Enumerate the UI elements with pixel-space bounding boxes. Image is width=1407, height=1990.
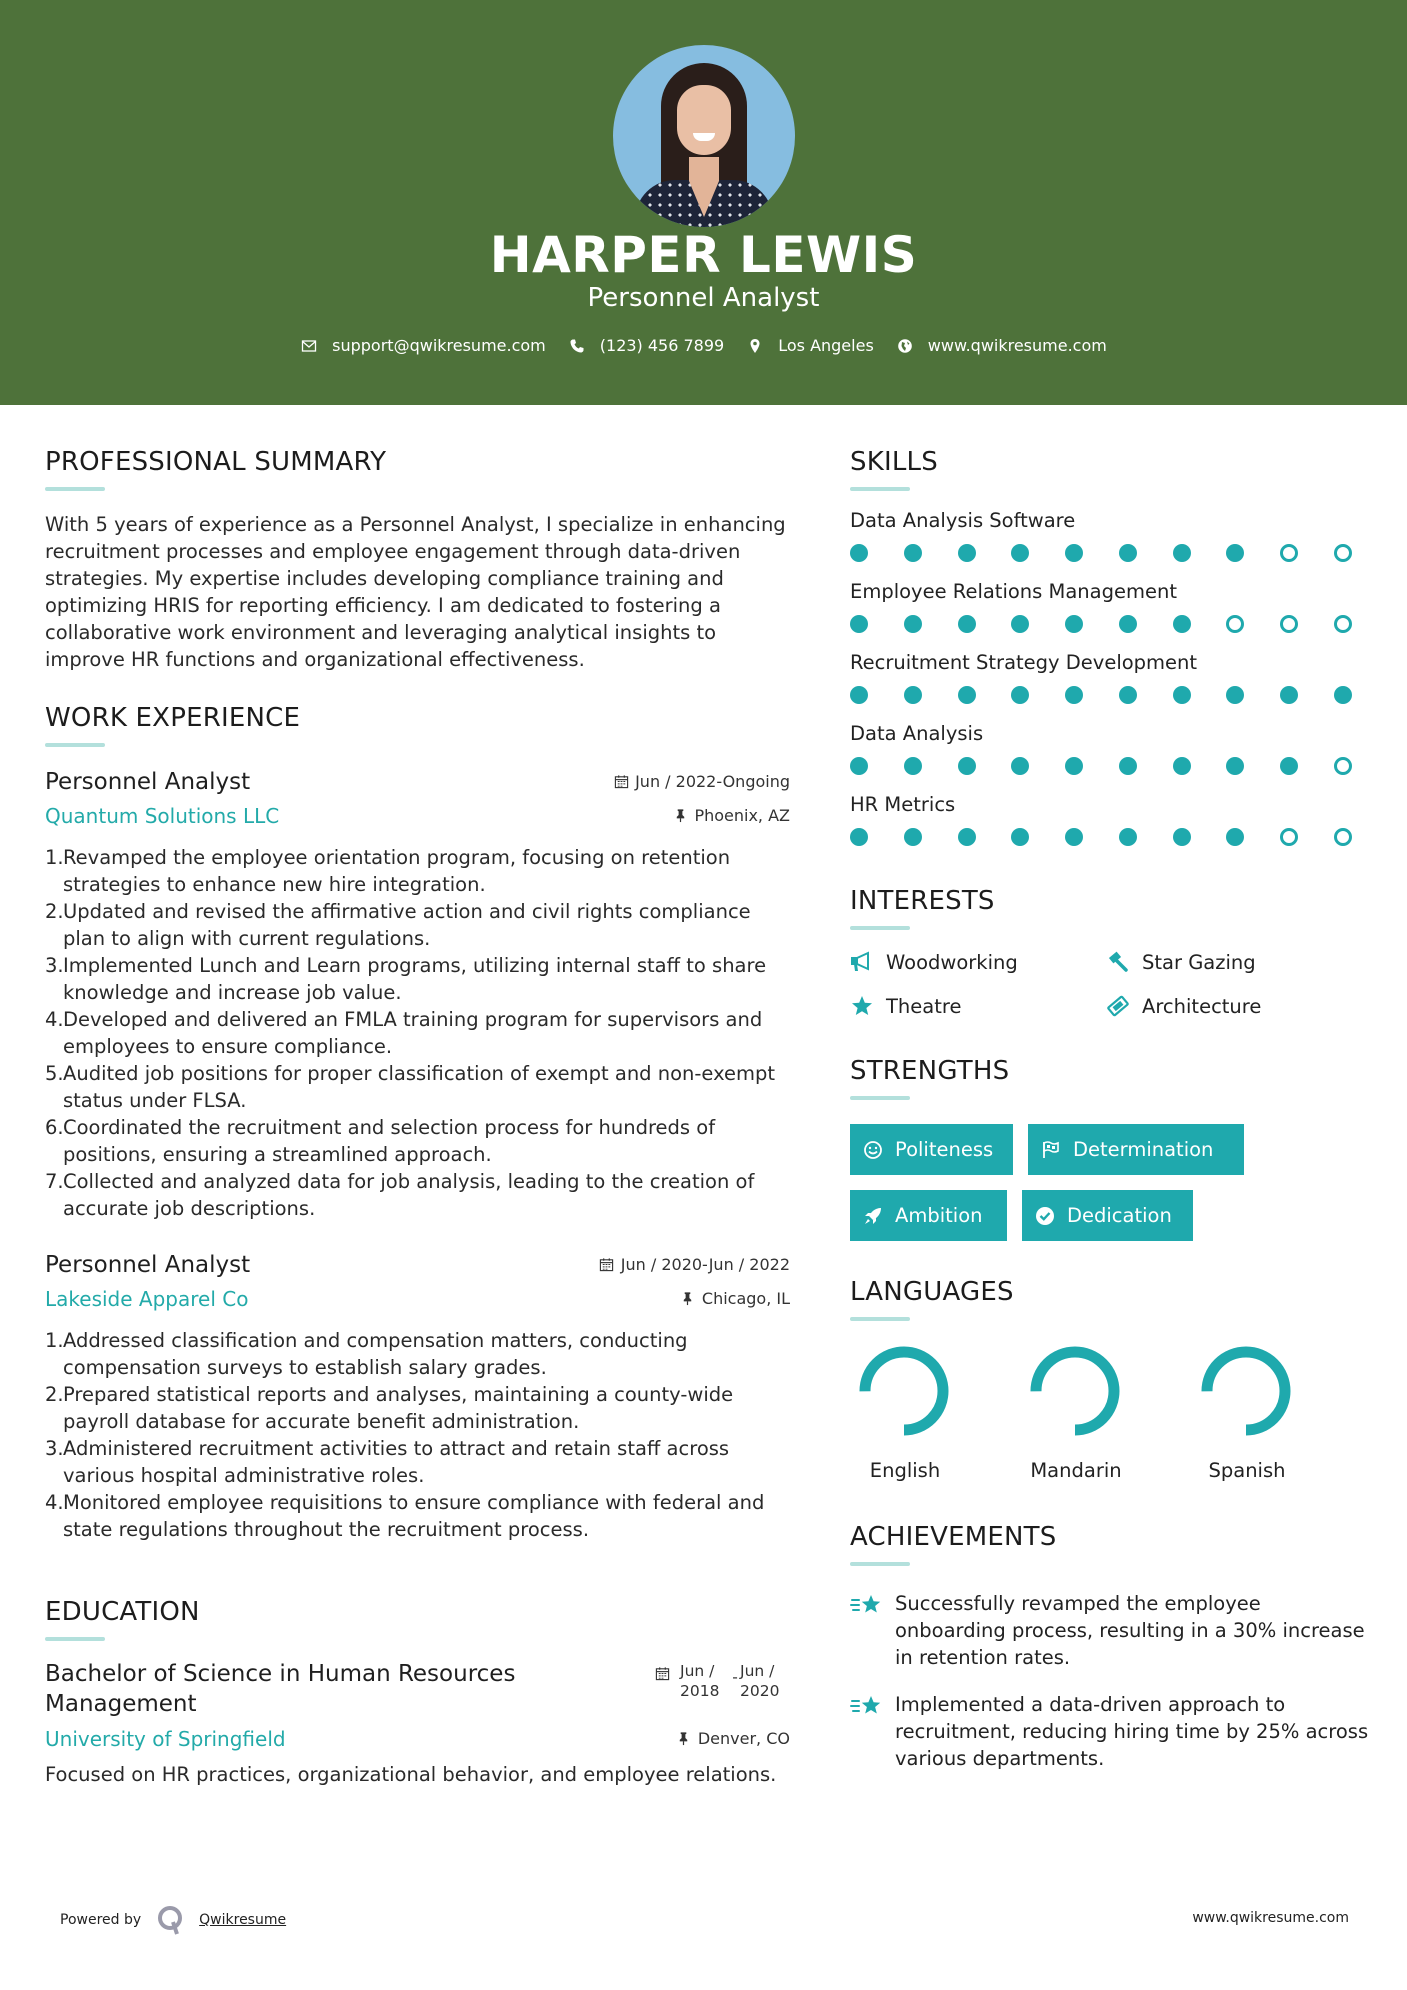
education-description: Focused on HR practices, organizational behavior, and employee relations. xyxy=(45,1763,777,1786)
degree-name: Bachelor of Science in Human Resources Management xyxy=(45,1661,516,1717)
contact-website[interactable] xyxy=(896,336,1107,355)
language-name: English xyxy=(869,1459,941,1482)
rating-dot-empty xyxy=(1280,615,1298,633)
rating-dot-filled xyxy=(1011,757,1029,775)
company-name: Quantum Solutions LLC xyxy=(45,804,280,828)
rating-dot-empty xyxy=(1334,615,1352,633)
shooting-star-icon xyxy=(850,1691,895,1772)
duty-item: 4. Developed and delivered an FMLA training program for supervisors and employees to ensure compliance. xyxy=(45,1008,763,1058)
rating-dot-filled xyxy=(1119,615,1137,633)
skill-item xyxy=(850,651,1370,704)
rating-dot-filled xyxy=(850,828,868,846)
rating-dot-filled xyxy=(1065,686,1083,704)
strength-badge: Dedication xyxy=(1022,1190,1193,1241)
page-footer xyxy=(0,1898,1407,1938)
skills-heading: SKILLS xyxy=(850,447,938,477)
rating-dot-filled xyxy=(958,686,976,704)
rating-dot-filled xyxy=(904,686,922,704)
rating-dot-filled xyxy=(1334,686,1352,704)
resume-header xyxy=(0,0,1407,405)
skill-rating xyxy=(850,615,1352,633)
qwikresume-link[interactable]: Qwikresume xyxy=(199,1912,287,1928)
contact-website-text: www.qwikresume.com xyxy=(927,336,1107,355)
rating-dot-filled xyxy=(1226,828,1244,846)
heading-underline xyxy=(45,743,105,747)
strength-badge: Ambition xyxy=(850,1190,1007,1241)
qwikresume-logo-icon xyxy=(155,1904,187,1936)
contact-location xyxy=(746,336,874,355)
rating-dot-filled xyxy=(850,686,868,704)
strengths-section xyxy=(850,1056,1370,1241)
rating-dot-filled xyxy=(1173,686,1191,704)
rating-dot-empty xyxy=(1334,757,1352,775)
job-role: Personnel Analyst xyxy=(45,1252,251,1278)
skills-section xyxy=(850,447,1370,846)
rating-dot-filled xyxy=(1119,828,1137,846)
heading-underline xyxy=(45,1637,105,1641)
skill-rating xyxy=(850,686,1352,704)
interest-item: Theatre xyxy=(850,994,1106,1018)
duty-item: 6. Coordinated the recruitment and selection process for hundreds of positions, ensuring a streamlined approach. xyxy=(45,1116,716,1166)
achievement-item: Successfully revamped the employee onboarding process, resulting in a 30% increase in retention rates. xyxy=(850,1590,1370,1671)
achievements-heading: ACHIEVEMENTS xyxy=(850,1522,1057,1552)
language-item xyxy=(850,1343,1021,1482)
rating-dot-filled xyxy=(1226,686,1244,704)
rating-dot-filled xyxy=(904,828,922,846)
language-progress-ring xyxy=(1027,1343,1123,1439)
rating-dot-empty xyxy=(1334,544,1352,562)
calendar-icon xyxy=(613,774,629,790)
duty-item: 3. Implemented Lunch and Learn programs, utilizing internal staff to share knowledge and increase job value. xyxy=(45,954,767,1004)
duty-item: 1. Revamped the employee orientation program, focusing on retention strategies to enhance new hire integration. xyxy=(45,846,731,896)
language-progress-ring xyxy=(1198,1343,1294,1439)
profile-photo xyxy=(613,45,795,227)
rating-dot-empty xyxy=(1334,828,1352,846)
strengths-heading: STRENGTHS xyxy=(850,1056,1010,1086)
job-dates: Jun / 2022-Ongoing xyxy=(613,772,790,791)
heading-underline xyxy=(850,1096,910,1100)
interest-item: Architecture xyxy=(1106,994,1356,1018)
contact-email[interactable] xyxy=(300,336,546,355)
gavel-icon xyxy=(1106,950,1134,974)
rating-dot-filled xyxy=(958,544,976,562)
rating-dot-filled xyxy=(958,757,976,775)
skill-name: Recruitment Strategy Development xyxy=(850,651,1198,674)
duty-item: 5. Audited job positions for proper classification of exempt and non-exempt status under FLSA. xyxy=(45,1062,776,1112)
duty-item: 2. Updated and revised the affirmative action and civil rights compliance plan to align with current regulations. xyxy=(45,900,751,950)
skill-name: Data Analysis xyxy=(850,722,984,745)
flag-icon xyxy=(1041,1140,1061,1160)
rocket-icon xyxy=(863,1206,883,1226)
calendar-icon xyxy=(654,1665,670,1681)
skill-name: Employee Relations Management xyxy=(850,580,1177,603)
school-name: University of Springfield xyxy=(45,1727,286,1751)
rating-dot-empty xyxy=(1280,544,1298,562)
duty-item: 1. Addressed classification and compensation matters, conducting compensation surveys to establish salary grades. xyxy=(45,1329,688,1379)
rating-dot-filled xyxy=(1173,615,1191,633)
education-heading: EDUCATION xyxy=(45,1597,200,1627)
summary-section xyxy=(45,447,790,673)
heading-underline xyxy=(850,1562,910,1566)
rating-dot-filled xyxy=(1065,544,1083,562)
heading-underline xyxy=(850,487,910,491)
rating-dot-filled xyxy=(904,757,922,775)
contact-location-text: Los Angeles xyxy=(778,336,874,355)
skill-item xyxy=(850,509,1370,562)
skill-name: Data Analysis Software xyxy=(850,509,1076,532)
contact-phone-text: (123) 456 7899 xyxy=(599,336,725,355)
envelope-icon xyxy=(300,337,318,355)
skill-rating xyxy=(850,828,1352,846)
rating-dot-filled xyxy=(958,828,976,846)
globe-icon xyxy=(896,337,914,355)
job-dates: Jun / 2020-Jun / 2022 xyxy=(599,1255,790,1274)
company-name: Lakeside Apparel Co xyxy=(45,1287,249,1311)
rating-dot-filled xyxy=(850,615,868,633)
smile-icon xyxy=(863,1140,883,1160)
achievement-item: Implemented a data-driven approach to recruitment, reducing hiring time by 25% across various departments. xyxy=(850,1691,1370,1772)
rating-dot-filled xyxy=(1119,544,1137,562)
language-name: Mandarin xyxy=(1030,1459,1122,1482)
shooting-star-icon xyxy=(850,1590,895,1671)
language-item xyxy=(1021,1343,1192,1482)
rating-dot-filled xyxy=(1226,544,1244,562)
rating-dot-filled xyxy=(1173,544,1191,562)
contact-email-text: support@qwikresume.com xyxy=(332,336,546,355)
job-entry xyxy=(45,769,790,1222)
contact-phone[interactable] xyxy=(568,336,724,355)
job-duties xyxy=(45,844,790,1222)
rating-dot-filled xyxy=(1065,615,1083,633)
left-column xyxy=(45,447,790,1788)
interest-item: Star Gazing xyxy=(1106,950,1356,974)
achievements-section xyxy=(850,1522,1370,1772)
job-location: Phoenix, AZ xyxy=(672,806,790,825)
rating-dot-filled xyxy=(1173,828,1191,846)
language-name: Spanish xyxy=(1208,1459,1286,1482)
skill-item xyxy=(850,793,1370,846)
rating-dot-filled xyxy=(904,544,922,562)
rating-dot-filled xyxy=(958,615,976,633)
heading-underline xyxy=(850,1317,910,1321)
duty-item: 3. Administered recruitment activities to attract and retain staff across various hospital administrative roles. xyxy=(45,1437,730,1487)
skill-rating xyxy=(850,757,1352,775)
rating-dot-filled xyxy=(1119,686,1137,704)
rating-dot-filled xyxy=(1226,757,1244,775)
rating-dot-filled xyxy=(1065,828,1083,846)
job-duties xyxy=(45,1327,790,1543)
check-circle-icon xyxy=(1035,1206,1055,1226)
pushpin-icon xyxy=(672,808,688,824)
rating-dot-filled xyxy=(1011,686,1029,704)
ticket-icon xyxy=(1106,994,1134,1018)
rating-dot-filled xyxy=(1011,544,1029,562)
duty-item: 7. Collected and analyzed data for job analysis, leading to the creation of accurate job descriptions. xyxy=(45,1170,755,1220)
job-entry xyxy=(45,1252,790,1543)
rating-dot-filled xyxy=(1280,686,1298,704)
heading-underline xyxy=(45,487,105,491)
map-pin-icon xyxy=(746,337,764,355)
rating-dot-filled xyxy=(1011,828,1029,846)
interest-item: Woodworking xyxy=(850,950,1106,974)
education-location: Denver, CO xyxy=(676,1729,790,1748)
interests-section xyxy=(850,886,1370,1018)
contact-bar xyxy=(0,336,1407,355)
education-section xyxy=(45,1597,790,1788)
star-icon xyxy=(850,994,878,1018)
job-location: Chicago, IL xyxy=(680,1289,790,1308)
education-dates: Jun / 2018 - Jun / 2020 xyxy=(654,1661,790,1701)
experience-heading: WORK EXPERIENCE xyxy=(45,703,301,733)
rating-dot-filled xyxy=(1065,757,1083,775)
phone-icon xyxy=(568,337,586,355)
pushpin-icon xyxy=(680,1291,696,1307)
language-item xyxy=(1192,1343,1363,1482)
pushpin-icon xyxy=(676,1731,692,1747)
skill-name: HR Metrics xyxy=(850,793,956,816)
rating-dot-empty xyxy=(1280,828,1298,846)
strength-badge: Determination xyxy=(1028,1124,1244,1175)
rating-dot-empty xyxy=(1226,615,1244,633)
rating-dot-filled xyxy=(1280,757,1298,775)
strength-badge: Politeness xyxy=(850,1124,1013,1175)
interests-heading: INTERESTS xyxy=(850,886,995,916)
calendar-icon xyxy=(599,1257,615,1273)
job-role: Personnel Analyst xyxy=(45,769,251,795)
rating-dot-filled xyxy=(850,757,868,775)
summary-text: With 5 years of experience as a Personnel Analyst, I specialize in enhancing recruitment processes and employee engagement through data-driven strategies. My expertise includes developing compliance training and optimizing HRIS for reporting efficiency. I am dedicated to fostering a collaborative work environment and leveraging analytical insights to improve HR functions and organizational effectiveness. xyxy=(45,513,786,671)
powered-by: Powered by Qwikresume xyxy=(60,1904,286,1936)
experience-section xyxy=(45,703,790,1543)
languages-heading: LANGUAGES xyxy=(850,1277,1014,1307)
language-progress-ring xyxy=(856,1343,952,1439)
footer-url[interactable]: www.qwikresume.com xyxy=(1192,1910,1349,1926)
summary-heading: PROFESSIONAL SUMMARY xyxy=(45,447,387,477)
megaphone-icon xyxy=(850,950,878,974)
candidate-title: Personnel Analyst xyxy=(587,283,820,313)
rating-dot-filled xyxy=(904,615,922,633)
candidate-name: HARPER LEWIS xyxy=(489,226,918,284)
heading-underline xyxy=(850,926,910,930)
rating-dot-filled xyxy=(1119,757,1137,775)
skill-item xyxy=(850,722,1370,775)
rating-dot-filled xyxy=(850,544,868,562)
skill-item xyxy=(850,580,1370,633)
duty-item: 2. Prepared statistical reports and analyses, maintaining a county-wide payroll database for accurate benefit administration. xyxy=(45,1383,734,1433)
rating-dot-filled xyxy=(1011,615,1029,633)
rating-dot-filled xyxy=(1173,757,1191,775)
right-column xyxy=(850,447,1370,1772)
languages-section xyxy=(850,1277,1370,1482)
duty-item: 4. Monitored employee requisitions to ensure compliance with federal and state regulations throughout the recruitment process. xyxy=(45,1491,765,1541)
skill-rating xyxy=(850,544,1352,562)
